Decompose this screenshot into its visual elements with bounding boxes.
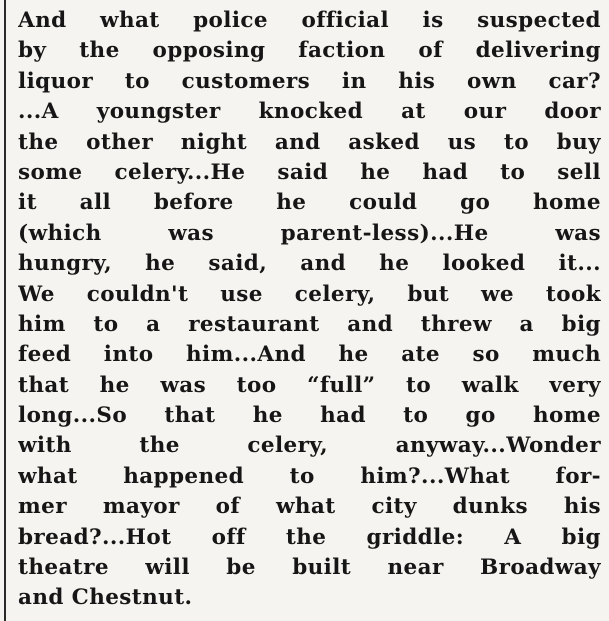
article-line: theatre will be built near Broadway bbox=[18, 555, 601, 581]
article-line: the other night and asked us to buy bbox=[18, 129, 601, 155]
article-line: and Chestnut. bbox=[18, 585, 193, 611]
article-line: by the opposing faction of delivering bbox=[18, 38, 601, 64]
article-line: liquor to customers in his own car? bbox=[18, 68, 601, 94]
article-line: him to a restaurant and threw a big bbox=[18, 311, 601, 337]
article-line: feed into him...And he ate so much bbox=[18, 342, 601, 368]
article-line: hungry, he said, and he looked it... bbox=[18, 251, 601, 277]
article-line: some celery...He said he had to sell bbox=[18, 159, 601, 185]
article-line: (which was parent-less)...He was bbox=[18, 220, 601, 246]
column-rule bbox=[4, 0, 6, 621]
article-line: with the celery, anyway...Wonder bbox=[18, 433, 601, 459]
article-line: that he was too “full” to walk very bbox=[18, 372, 601, 398]
article-line: long...So that he had to go home bbox=[18, 403, 601, 429]
article-line: ...A youngster knocked at our door bbox=[18, 99, 601, 125]
article-line: what happened to him?...What for- bbox=[18, 463, 601, 489]
article-column bbox=[18, 6, 601, 614]
article-line: bread?...Hot off the griddle: A big bbox=[18, 524, 601, 550]
article-line: mer mayor of what city dunks his bbox=[18, 494, 601, 520]
article-line: We couldn't use celery, but we took bbox=[18, 281, 601, 307]
article-line: And what police official is suspected bbox=[18, 8, 601, 33]
article-line: it all before he could go home bbox=[18, 190, 601, 216]
